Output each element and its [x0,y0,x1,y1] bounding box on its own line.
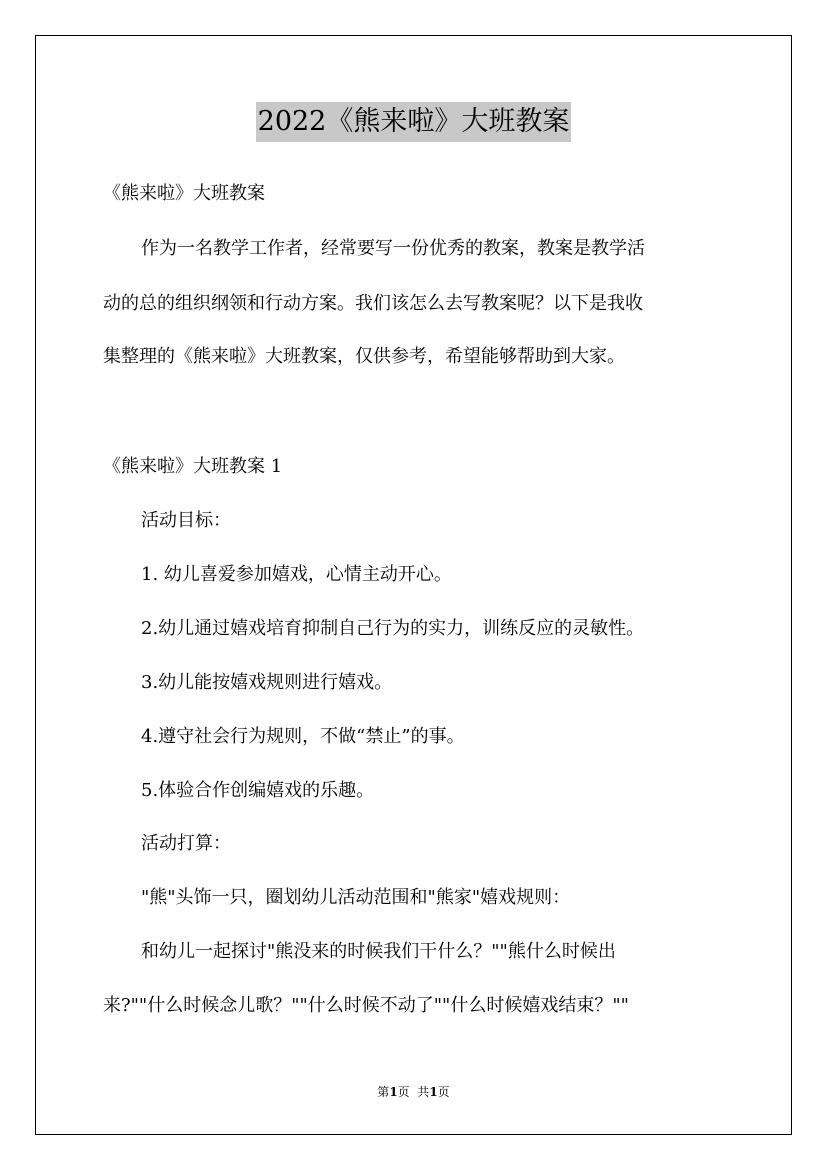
page-footer [0,1083,827,1100]
intro-line-2: 动的总的组织纲领和行动方案。我们该怎么去写教案呢？以下是我收 [103,293,643,314]
goal-item-1: 1. 幼儿喜爱参加嬉戏，心情主动开心。 [141,564,452,585]
goals-label: 活动目标： [141,510,231,531]
title-container [0,102,827,142]
intro-line-3: 集整理的《熊来啦》大班教案，仅供参考，希望能够帮助到大家。 [103,346,625,367]
document-subtitle: 《熊来啦》大班教案 [103,183,265,204]
footer-page-current: 1 [389,1085,398,1099]
goal-item-4: 4.遵守社会行为规则，不做“禁止”的事。 [141,726,465,747]
footer-page-total: 1 [429,1085,438,1099]
prep-text: "熊"头饰一只，圈划幼儿活动范围和"熊家"嬉戏规则： [141,887,571,908]
footer-page-prefix: 第 [377,1085,390,1099]
goal-item-2: 2.幼儿通过嬉戏培育抑制自己行为的实力，训练反应的灵敏性。 [141,618,645,639]
footer-page-mid: 页 共 [397,1085,430,1099]
goal-item-5: 5.体验合作创编嬉戏的乐趣。 [141,780,375,801]
footer-page-suffix: 页 [437,1085,450,1099]
document-title: 2022《熊来啦》大班教案 [256,102,572,142]
discussion-line-2: 来?""什么时候念儿歌？""什么时候不动了""什么时候嬉戏结束？"" [103,995,629,1016]
goal-item-3: 3.幼儿能按嬉戏规则进行嬉戏。 [141,672,393,693]
prep-label: 活动打算： [141,833,231,854]
discussion-line-1: 和幼儿一起探讨"熊没来的时候我们干什么？""熊什么时候出 [141,941,616,962]
section-heading: 《熊来啦》大班教案 1 [103,456,283,477]
intro-line-1: 作为一名教学工作者，经常要写一份优秀的教案，教案是教学活 [141,238,645,259]
